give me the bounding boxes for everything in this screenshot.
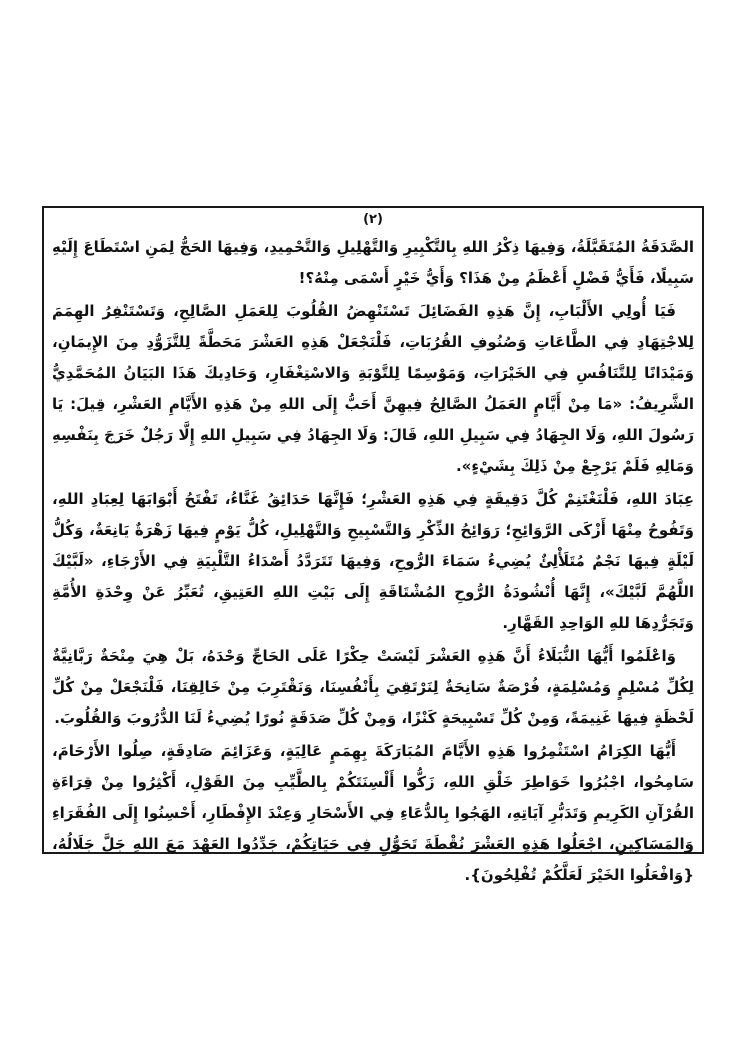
paragraph: وَاعْلَمُوا أَيُّهَا النُّبَلَاءُ أَنَّ هَذِهِ العَشْرَ لَيْسَتْ حِكْرًا عَلَى الحَاجِّ وَحْدَهُ، بَلْ هِيَ مِنْحَةٌ رَبَّانِيَّةٌ لِكُلِّ مُسْلِمٍ وَمُسْلِمَةٍ، فُرْصَةٌ سَانِحَةٌ لِنَرْتَقِيَ بِأَنْفُسِنَا، وَنَقْتَرِبَ مِنْ خَالِقِنَا، فَلْنَجْعَلْ مِنْ كُلِّ لَحْظَةٍ فِيهَا غَنِيمَةً، وَمِنْ كُلِّ تَسْبِيحَةٍ كَنْزًا، وَمِنْ كُلِّ صَدَقَةٍ نُورًا يُضِيءُ لَنَا الدُّرُوبَ وَالقُلُوبَ.: [52, 647, 694, 727]
page-frame: [42, 206, 704, 884]
paragraph: الصَّدَقَةُ المُتَقَبَّلَةُ، وَفِيهَا ذِكْرُ اللهِ بِالتَّكْبِيرِ وَالتَّهْلِيلِ وَالتَّحْمِيدِ، وَفِيهَا الحَجُّ لِمَنِ اسْتَطَاعَ إِلَيْهِ سَبِيلًا، فَأَيُّ فَضْلٍ أَعْظَمُ مِنْ هَذَا؟ وَأَيُّ خَيْرٍ أَسْمَى مِنْهُ؟!: [52, 238, 694, 287]
paragraph: أَيُّهَا الكِرَامُ اسْتَثْمِرُوا هَذِهِ الأَيَّامَ المُبَارَكَةَ بِهِمَمٍ عَالِيَةٍ، وَعَزَائِمَ صَادِقَةٍ، صِلُوا الأَرْحَامَ، سَامِحُوا، اجْبُرُوا خَوَاطِرَ خَلْقِ اللهِ، زَكُّوا أَلْسِنَتَكُمْ بِالطَّيِّبِ مِنَ القَوْلِ، أَكْثِرُوا مِنْ قِرَاءَةِ القُرْآنِ الكَرِيمِ وَتَدَبُّرِ آيَاتِهِ، الهَجُوا بِالدُّعَاءِ فِي الأَسْحَارِ وَعِنْدَ الإِفْطَارِ، أَحْسِنُوا إِلَى الفُقَرَاءِ وَالمَسَاكِينِ، اجْعَلُوا هَذِهِ العَشْرَ نُقْطَةَ تَحَوُّلٍ فِي حَيَاتِكُمْ، جَدِّدُوا العَهْدَ مَعَ اللهِ جَلَّ جَلَالُهُ، {وَافْعَلُوا الخَيْرَ لَعَلَّكُمْ تُفْلِحُونَ}.: [52, 742, 694, 884]
page-number: (٢): [363, 212, 383, 227]
paragraph: عِبَادَ اللهِ، فَلْنَغْتَنِمْ كُلَّ دَقِيقَةٍ فِي هَذِهِ العَشْرِ؛ فَإِنَّهَا حَدَائِقُ غَنَّاءُ، تَفْتَحُ أَبْوَابَهَا لِعِبَادِ اللهِ، وَتَفُوحُ مِنْهَا أَزْكَى الرَّوَائِحِ؛ رَوَائِحُ الذِّكْرِ وَالتَّسْبِيحِ وَالتَّهْلِيلِ، كُلُّ يَوْمٍ فِيهَا زَهْرَةٌ يَانِعَةٌ، وَكُلُّ لَيْلَةٍ فِيهَا نَجْمٌ مُتَلَأْلِئٌ يُضِيءُ سَمَاءَ الرُّوحِ، وَفِيهَا تَتَرَدَّدُ أَصْدَاءُ التَّلْبِيَةِ فِي الأَرْجَاءِ، «لَبَّيْكَ اللَّهُمَّ لَبَّيْكَ»، إِنَّهَا أُنْشُودَةُ الرُّوحِ المُشْتَاقَةِ إِلَى بَيْتِ اللهِ العَتِيقِ، تُعَبِّرُ عَنْ وِحْدَةِ الأُمَّةِ وَتَجَرُّدِهَا للهِ الوَاحِدِ القَهَّارِ.: [52, 490, 694, 632]
paragraph: فَيَا أُولِي الأَلْبَابِ، إِنَّ هَذِهِ الفَضَائِلَ تَسْتَنْهِضُ القُلُوبَ لِلعَمَلِ الصَّالِحِ، وَتَسْتَنْفِرُ الهِمَمَ لِلاجْتِهَادِ فِي الطَّاعَاتِ وَصُنُوفِ القُرُبَاتِ، فَلْنَجْعَلْ هَذِهِ العَشْرَ مَحَطَّةً لِلتَّزَوُّدِ مِنَ الإِيمَانِ، وَمَيْدَانًا لِلتَّنَافُسِ فِي الخَيْرَاتِ، وَمَوْسِمًا لِلتَّوْبَةِ وَالاسْتِغْفَارِ، وَحَادِيكَ هَذَا البَيَانُ المُحَمَّدِيُّ الشَّرِيفُ: «مَا مِنْ أَيَّامٍ العَمَلُ الصَّالِحُ فِيهِنَّ أَحَبُّ إِلَى اللهِ مِنْ هَذِهِ الأَيَّامِ العَشْرِ، قِيلَ: يَا رَسُولَ اللهِ، وَلَا الجِهَادُ فِي سَبِيلِ اللهِ، قَالَ: وَلَا الجِهَادُ فِي سَبِيلِ اللهِ إِلَّا رَجُلٌ خَرَجَ بِنَفْسِهِ وَمَالِهِ فَلَمْ يَرْجِعْ مِنْ ذَلِكَ بِشَيْءٍ».: [52, 302, 694, 475]
document-body: [52, 232, 694, 891]
